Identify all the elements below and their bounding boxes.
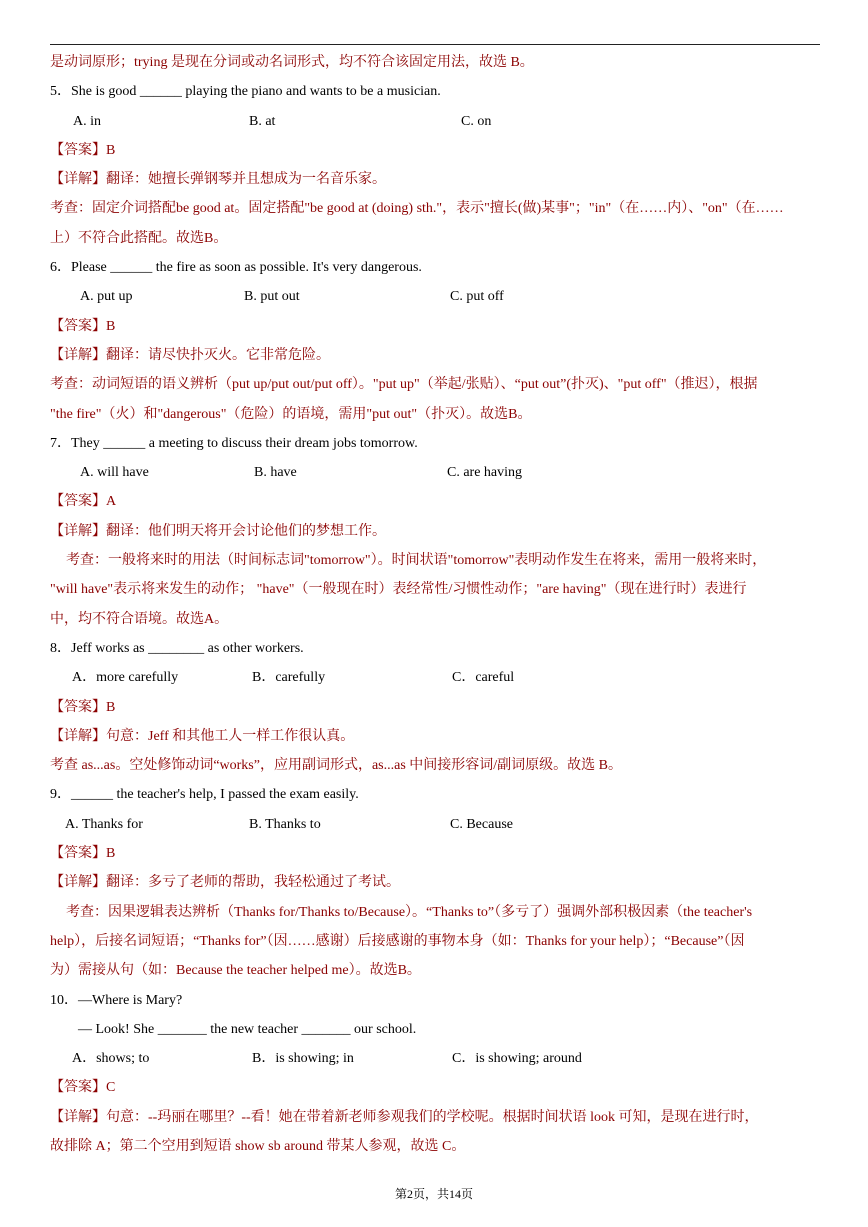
question-5-options: [50, 107, 822, 136]
analysis-text: 考查 as...as。空处修饰动词“works”，应用副词形式，as...as 中间接形容词/副词原级。故选 B。: [50, 758, 623, 774]
option-c: C. Because: [450, 816, 513, 832]
analysis-text: 考查：动词短语的语义辨析（put up/put out/put off）。"put up"（举起/张贴）、“put out”(扑灭)、"put off"（推迟），根据: [50, 377, 758, 393]
question-10-stem-2: — Look! She _______ the new teacher _______ our school.: [78, 1021, 417, 1037]
answer-label: 【答案】B: [50, 699, 116, 715]
answer-label: 【答案】A: [50, 494, 117, 510]
document-page: [50, 48, 822, 1161]
answer-label: 【答案】B: [50, 846, 116, 862]
answer-label: 【答案】B: [50, 142, 116, 158]
detail-text: 【详解】翻译：她擅长弹钢琴并且想成为一名音乐家。: [50, 172, 386, 188]
option-c: C. are having: [447, 465, 523, 481]
option-a: A. put up: [80, 289, 133, 305]
option-b: B. put out: [244, 289, 300, 305]
option-c: C. put off: [450, 289, 504, 305]
question-9-stem: 9．______ the teacher's help, I passed the exam easily.: [50, 787, 359, 803]
option-b: B．carefully: [252, 670, 326, 686]
question-9-options: [50, 810, 822, 839]
option-b: B. have: [254, 465, 297, 481]
question-7-options: [50, 458, 822, 487]
analysis-text: 上）不符合此搭配。故选B。: [50, 230, 228, 246]
analysis-text: 中，均不符合语境。故选A。: [50, 611, 229, 627]
option-b: B. at: [249, 113, 276, 129]
question-6-stem: 6．Please ______ the fire as soon as possible. It's very dangerous.: [50, 260, 422, 276]
option-c: C. on: [461, 113, 492, 129]
question-7-stem: 7．They ______ a meeting to discuss their dream jobs tomorrow.: [50, 435, 418, 451]
analysis-text: help），后接名词短语；“Thanks for”（因……感谢）后接感谢的事物本身（如：Thanks for your help）；“Because”（因: [50, 933, 745, 949]
detail-text: 【详解】句意：--玛丽在哪里？--看！她在带着新老师参观我们的学校呢。根据时间状语 look 可知，是现在进行时，: [50, 1109, 759, 1125]
option-c: C．is showing; around: [452, 1051, 582, 1067]
question-5-stem: 5．She is good ______ playing the piano and wants to be a musician.: [50, 84, 441, 100]
option-a: A. Thanks for: [65, 816, 143, 832]
analysis-text: "will have"表示将来发生的动作； "have"（一般现在时）表经常性/习惯性动作；"are having"（现在进行时）表进行: [50, 582, 747, 598]
question-6-options: [50, 282, 822, 311]
detail-text: 【详解】翻译：请尽快扑灭火。它非常危险。: [50, 347, 330, 363]
page-number: 第2页，共14页: [394, 1187, 473, 1201]
option-b: B．is showing; in: [252, 1051, 354, 1067]
option-b: B. Thanks to: [249, 816, 321, 832]
carry-over-text: 是动词原形；trying 是现在分词或动名词形式，均不符合该固定用法，故选 B。: [50, 55, 534, 70]
answer-label: 【答案】C: [50, 1080, 116, 1096]
analysis-text: 为）需接从句（如：Because the teacher helped me）。故选B。: [50, 963, 421, 979]
detail-text: 【详解】句意：Jeff 和其他工人一样工作很认真。: [50, 728, 355, 744]
option-a: A．more carefully: [72, 670, 179, 686]
question-10-stem: 10．—Where is Mary?: [50, 992, 183, 1008]
detail-text: 故排除 A；第二个空用到短语 show sb around 带某人参观，故选 C。: [50, 1138, 466, 1154]
header-rule: [50, 44, 820, 45]
answer-label: 【答案】B: [50, 318, 116, 334]
question-10-options: [50, 1044, 822, 1073]
analysis-text: 考查：一般将来时的用法（时间标志词"tomorrow"）。时间状语"tomorrow"表明动作发生在将来，需用一般将来时，: [66, 553, 767, 569]
option-a: A．shows; to: [72, 1051, 150, 1067]
question-8-options: [50, 663, 822, 692]
analysis-text: 考查：因果逻辑表达辨析（Thanks for/Thanks to/Because）。“Thanks to”（多亏了）强调外部积极因素（the teacher's: [66, 904, 753, 920]
analysis-text: "the fire"（火）和"dangerous"（危险）的语境，需用"put out"（扑灭）。故选B。: [50, 406, 532, 422]
analysis-text: 考查：固定介词搭配be good at。固定搭配"be good at (doing) sth."，表示"擅长(做)某事"；"in"（在……内）、"on"（在……: [50, 201, 784, 217]
option-a: A. will have: [80, 465, 149, 481]
detail-text: 【详解】翻译：多亏了老师的帮助，我轻松通过了考试。: [50, 875, 400, 891]
detail-text: 【详解】翻译：他们明天将开会讨论他们的梦想工作。: [50, 523, 386, 539]
question-8-stem: 8．Jeff works as ________ as other workers.: [50, 640, 304, 656]
option-a: A. in: [73, 113, 101, 129]
option-c: C．careful: [452, 670, 515, 686]
